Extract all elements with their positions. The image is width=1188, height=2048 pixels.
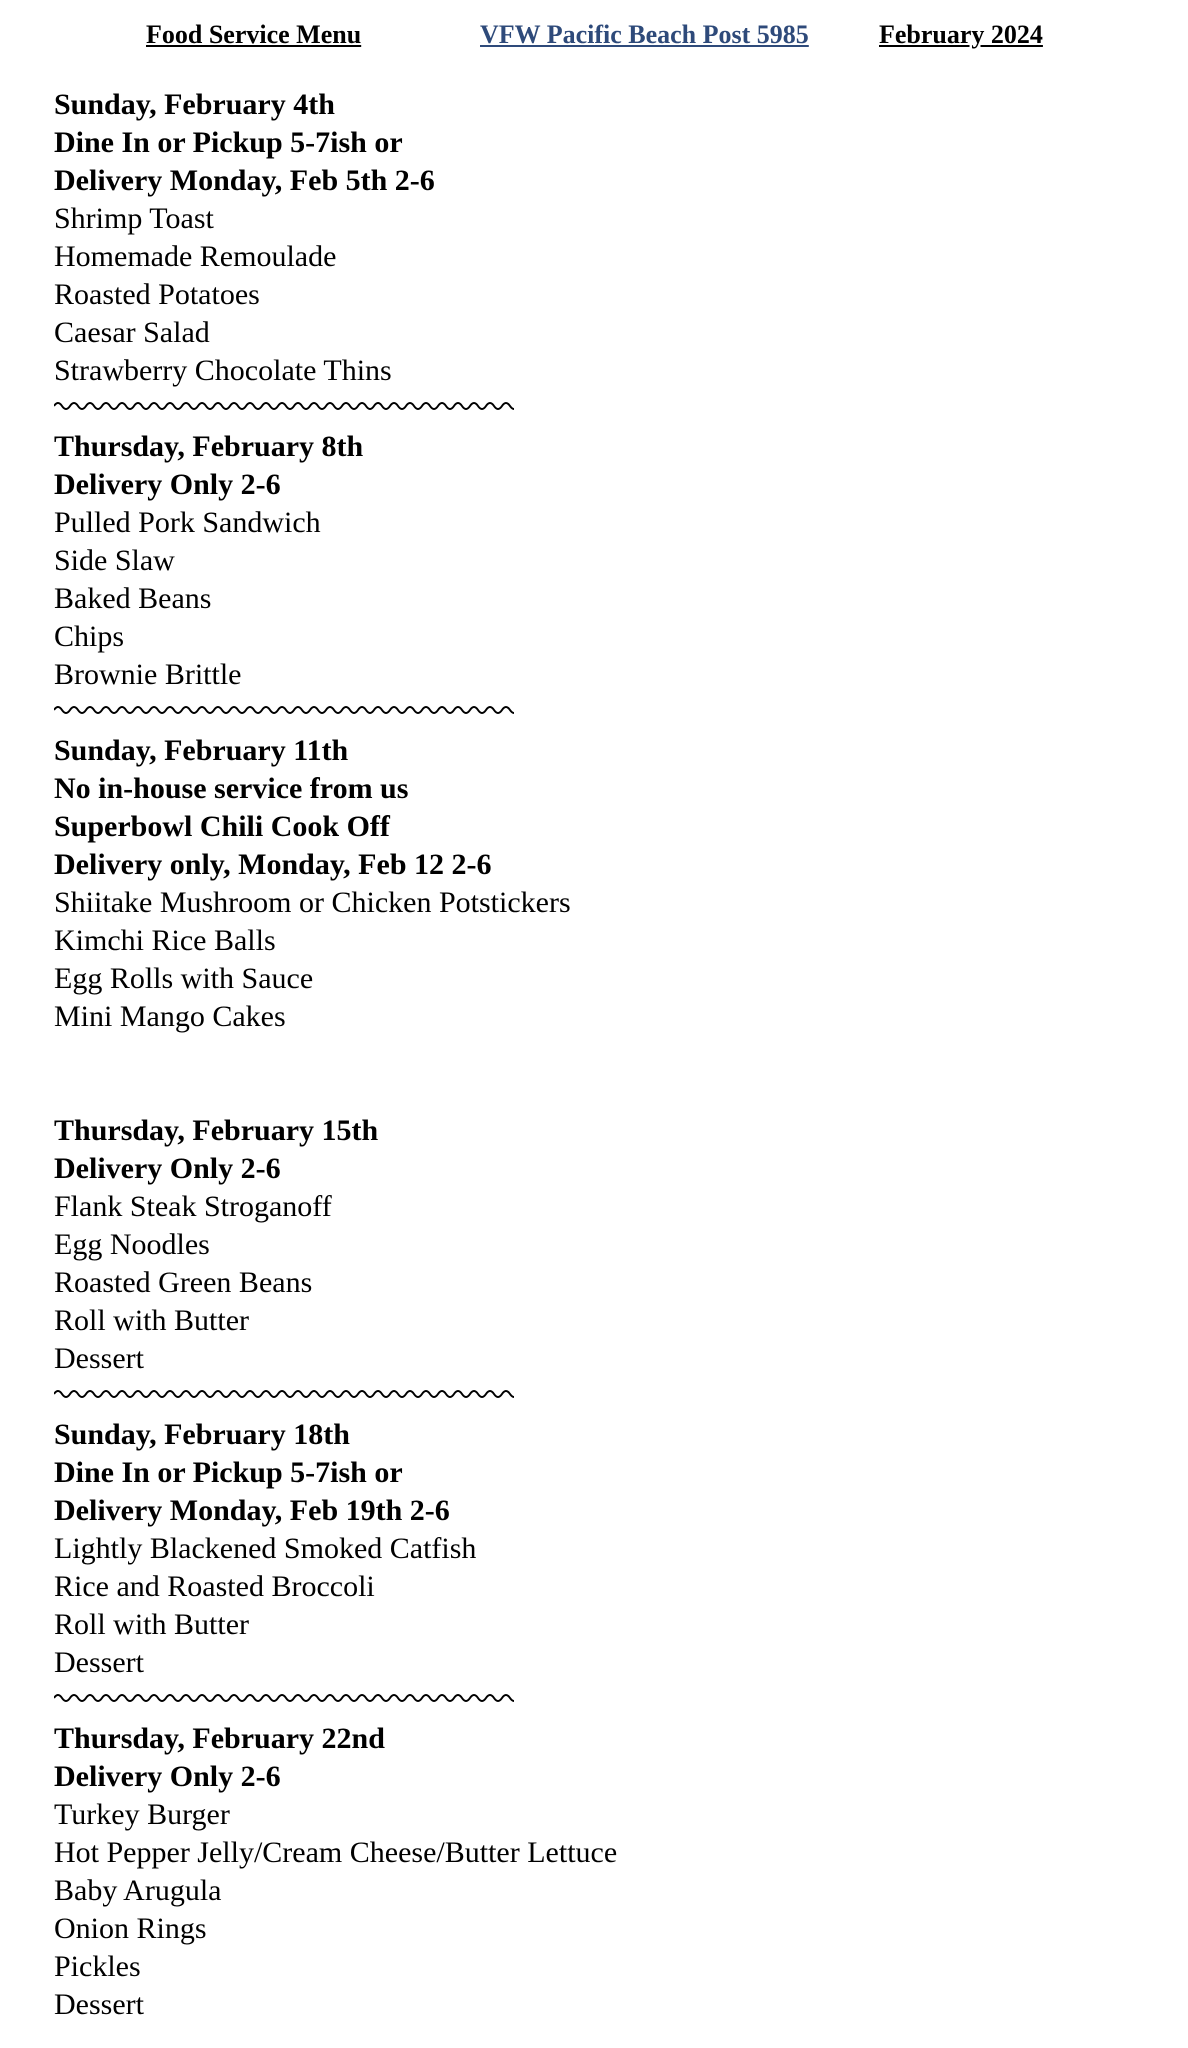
section-date: Thursday, February 22nd (54, 1722, 385, 1755)
menu-item: Pickles (54, 1950, 141, 1983)
menu-item: Turkey Burger (54, 1798, 230, 1831)
menu-item: Pulled Pork Sandwich (54, 506, 321, 539)
menu-section (54, 428, 1154, 694)
wavy-line-icon (54, 1690, 514, 1706)
menu-item: Rice and Roasted Broccoli (54, 1570, 375, 1603)
menu-item: Roasted Green Beans (54, 1266, 313, 1299)
menu-item: Mini Mango Cakes (54, 1000, 286, 1033)
section-service-info: Superbowl Chili Cook Off (54, 810, 390, 843)
wavy-line-icon (54, 398, 514, 414)
section-date: Sunday, February 18th (54, 1418, 350, 1451)
menu-header (0, 20, 1188, 60)
menu-item: Kimchi Rice Balls (54, 924, 276, 957)
menu-item: Dessert (54, 1342, 144, 1375)
menu-item: Brownie Brittle (54, 658, 242, 691)
menu-item: Flank Steak Stroganoff (54, 1190, 332, 1223)
section-service-info: Dine In or Pickup 5-7ish or (54, 1456, 403, 1489)
section-service-info: Delivery Monday, Feb 5th 2-6 (54, 164, 435, 197)
menu-item: Hot Pepper Jelly/Cream Cheese/Butter Lettuce (54, 1836, 618, 1869)
menu-item: Homemade Remoulade (54, 240, 337, 273)
menu-item: Side Slaw (54, 544, 175, 577)
menu-item: Shrimp Toast (54, 202, 214, 235)
menu-item: Onion Rings (54, 1912, 207, 1945)
menu-item: Roasted Potatoes (54, 278, 260, 311)
section-separator (54, 390, 1154, 428)
menu-section (54, 732, 1154, 1036)
menu-item: Baked Beans (54, 582, 212, 615)
menu-section (54, 1112, 1154, 1378)
section-service-info: Delivery Only 2-6 (54, 1152, 281, 1185)
menu-item: Roll with Butter (54, 1608, 249, 1641)
menu-section (54, 1416, 1154, 1682)
section-date: Sunday, February 4th (54, 88, 335, 121)
menu-item: Caesar Salad (54, 316, 210, 349)
menu-section (54, 1720, 1154, 2024)
menu-item: Shiitake Mushroom or Chicken Potstickers (54, 886, 571, 919)
menu-item: Egg Noodles (54, 1228, 210, 1261)
section-service-info: Delivery Only 2-6 (54, 1760, 281, 1793)
menu-item: Lightly Blackened Smoked Catfish (54, 1532, 477, 1565)
menu-section (54, 86, 1154, 390)
menu-title: Food Service Menu (146, 20, 362, 49)
section-service-info: Delivery Monday, Feb 19th 2-6 (54, 1494, 450, 1527)
menu-item: Strawberry Chocolate Thins (54, 354, 392, 387)
section-service-info: Delivery Only 2-6 (54, 468, 281, 501)
post-link[interactable]: VFW Pacific Beach Post 5985 (480, 20, 809, 49)
wavy-line-icon (54, 702, 514, 718)
menu-item: Roll with Butter (54, 1304, 249, 1337)
section-service-info: Dine In or Pickup 5-7ish or (54, 126, 403, 159)
section-service-info: No in-house service from us (54, 772, 409, 805)
menu-item: Dessert (54, 1988, 144, 2021)
section-date: Thursday, February 15th (54, 1114, 379, 1147)
menu-item: Egg Rolls with Sauce (54, 962, 314, 995)
section-date: Sunday, February 11th (54, 734, 349, 767)
menu-item: Chips (54, 620, 125, 653)
section-separator (54, 694, 1154, 732)
menu-body (54, 86, 1154, 2024)
section-date: Thursday, February 8th (54, 430, 364, 463)
section-service-info: Delivery only, Monday, Feb 12 2-6 (54, 848, 492, 881)
section-separator (54, 1378, 1154, 1416)
menu-item: Baby Arugula (54, 1874, 222, 1907)
section-spacer (54, 1036, 1154, 1112)
menu-item: Dessert (54, 1646, 144, 1679)
section-separator (54, 1682, 1154, 1720)
wavy-line-icon (54, 1386, 514, 1402)
menu-month: February 2024 (879, 20, 1043, 49)
